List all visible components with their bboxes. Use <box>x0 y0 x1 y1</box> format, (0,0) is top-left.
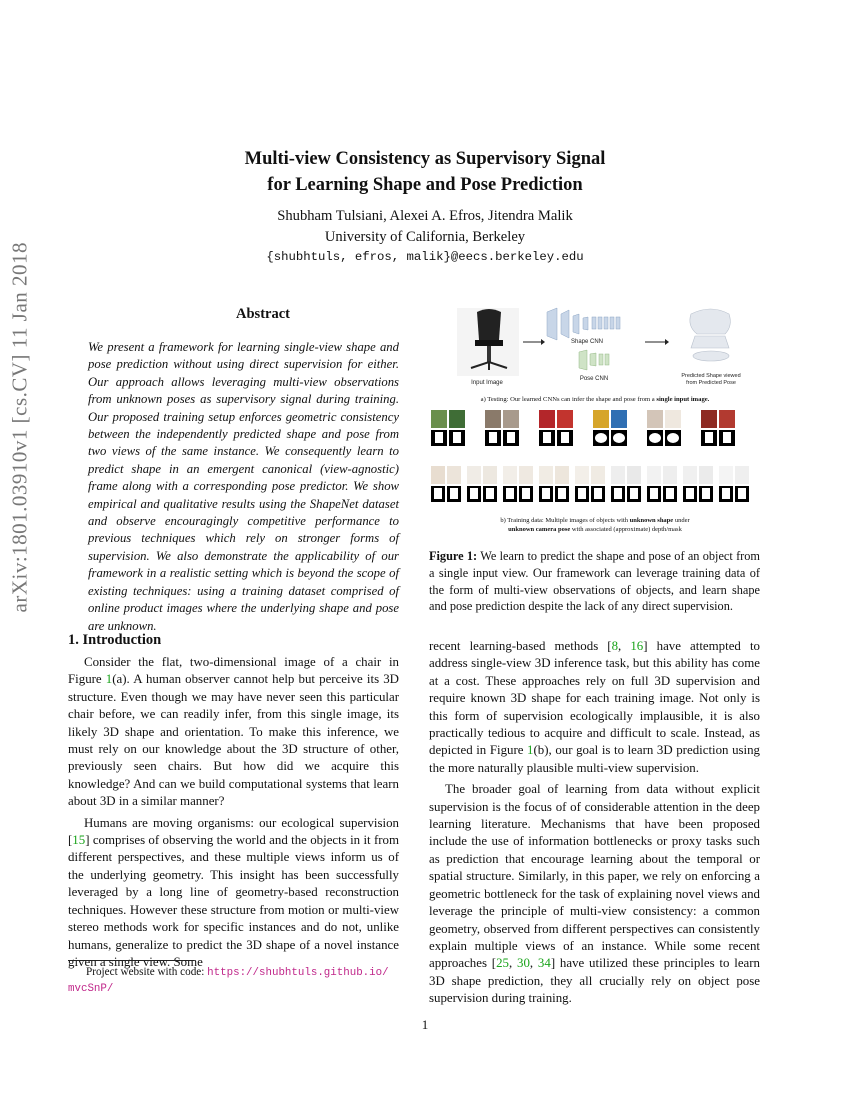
citation-link[interactable]: 8 <box>611 639 619 653</box>
text-run: recent learning-based methods [ <box>429 639 612 653</box>
footnote-label: Project website with code: <box>86 966 208 978</box>
text-run: with associated (approximate) depth/mask <box>570 526 682 533</box>
left-column-text <box>68 654 399 971</box>
training-images-row-1 <box>431 410 735 446</box>
intro-paragraph-3 <box>429 781 760 1007</box>
text-run: , <box>529 956 538 971</box>
introduction-heading: 1. Introduction <box>68 632 162 648</box>
pose-cnn-diagram <box>579 350 609 370</box>
citation-link[interactable]: 15 <box>72 833 86 848</box>
caption-label: Figure 1: <box>429 549 478 563</box>
text-run: (a). A human observer cannot help but perceive its 3D structure. Even though we may have never seen this particular chair before, we can readily infer, from this single image, its likely 3D shape and orientation. To make this inference, we must rely on our knowledge about the 3D structure of other, previously seen chairs. But how did we acquire this knowledge? And can we build computational systems that learn about 3D in a similar manner? <box>68 672 399 809</box>
text-run: b) Training data: Multiple images of objects with <box>500 517 630 524</box>
predicted-shape-label-1: Predicted Shape viewed <box>681 373 741 379</box>
title-line-1: Multi-view Consistency as Supervisory Signal <box>244 149 606 169</box>
training-images-row-2 <box>431 466 749 502</box>
text-run: a) Testing: Our learned CNNs can infer the shape and pose from a <box>480 396 657 403</box>
page-number: 1 <box>421 1017 429 1032</box>
author-block <box>0 206 850 248</box>
affiliation: University of California, Berkeley <box>324 229 526 245</box>
text-run: ] have utilized these principles to learn 3D shape prediction, they all crucially rely on object pose supervision during training. <box>429 956 761 1006</box>
authors: Shubham Tulsiani, Alexei A. Efros, Jitendra Malik <box>277 208 573 224</box>
citation-link[interactable]: 30 <box>517 956 530 971</box>
text-run: , <box>508 956 517 971</box>
text-run: , <box>618 639 631 653</box>
figure-1-caption <box>429 548 760 615</box>
right-column-text <box>429 638 760 1008</box>
footnote-rule <box>68 960 194 961</box>
subcaption-a <box>481 396 710 403</box>
title-line-2: for Learning Shape and Pose Prediction <box>267 175 583 195</box>
project-url-link[interactable]: https://shubhtuls.github.io/ <box>207 967 389 979</box>
citation-link[interactable]: 25 <box>496 956 509 971</box>
footnote <box>68 965 399 996</box>
intro-paragraph-1 <box>68 654 399 811</box>
arrow-icon <box>645 339 669 345</box>
input-chair-image <box>457 308 519 376</box>
caption-text: We learn to predict the shape and pose of an object from a single input view. Our framework can leverage training data of the form of multi-view observations of objects, and learn shape and pose prediction despite the lack of any direct supervision. <box>429 549 760 614</box>
text-run: The broader goal of learning from data without explicit supervision is the focus of of considerable attention in the deep learning literature. Mechanisms that have been proposed include the use of information bottlenecks or proxy tasks such as prediction that encourage learning about the temporal or spatial structure. Similarly, in this paper, we rely on enforcing a geometric bottleneck for the task of explaining novel views and leverage the principle of multi-view consistency: a common geometry, observed from different perspectives can consistently explain multiple views of an instance. While some recent approaches [ <box>429 782 760 971</box>
text-run: under <box>673 517 690 524</box>
pose-cnn-label: Pose CNN <box>579 376 609 382</box>
text-run: unknown camera pose <box>508 526 571 533</box>
abstract-body <box>88 339 399 635</box>
intro-paragraph-2 <box>68 815 399 972</box>
arrow-icon <box>523 339 545 345</box>
text-run: (b), our goal is to learn 3D prediction using the more naturally plausible multi-view supervision. <box>429 743 760 775</box>
abstract-heading: Abstract <box>236 306 290 322</box>
input-image-label: Input Image <box>471 380 503 386</box>
author-emails: {shubhtuls, efros, malik}@eecs.berkeley.edu <box>266 250 584 264</box>
predicted-shape-label-2: from Predicted Pose <box>686 380 736 386</box>
predicted-shape-image <box>690 309 730 361</box>
arxiv-identifier: arXiv:1801.03910v1 [cs.CV] 11 Jan 2018 <box>7 241 32 613</box>
subcaption-b-line-1 <box>500 517 690 524</box>
shape-cnn-label: Shape CNN <box>570 339 604 345</box>
figure-ref-link[interactable]: 1 <box>527 743 534 758</box>
text-run: ] have attempted to address single-view 3D inference task, but this ability has come at a cost. These approaches rely on full 3D supervision and require known 3D shape for each training image. Not only is this form of supervision ecologically implausible, it is also practically tedious to acquire and difficult to scale. Instead, as depicted in Figure <box>429 639 760 758</box>
text-run: ] comprises of observing the world and the objects in it from different perspectives, and these multiple views inform us of the underlying geometry. This insight has been successfully leveraged by a long line of geometry-based reconstruction techniques. However these structure from motion or multi-view stereo methods work for specific instances and do not, unlike humans, generalize to predict the 3D shape of a novel instance given a single view. Some <box>68 833 399 969</box>
text-run: unknown shape <box>629 517 674 524</box>
figure-1 <box>429 300 761 536</box>
text-run: Consider the flat, two-dimensional image of a chair in Figure <box>68 655 399 687</box>
citation-link[interactable]: 34 <box>537 956 551 971</box>
figure-ref-link[interactable]: 1 <box>105 672 113 687</box>
intro-paragraph-2-cont <box>429 638 760 777</box>
shape-cnn-diagram <box>547 308 620 340</box>
paper-title <box>0 146 850 198</box>
text-run: Humans are moving organisms: our ecological supervision [ <box>68 815 399 848</box>
text-run: single input image. <box>656 396 710 403</box>
project-url-link-cont[interactable]: mvcSnP/ <box>68 982 114 995</box>
subcaption-b-line-2 <box>508 526 682 533</box>
abstract-text: We present a framework for learning single-view shape and pose prediction without using direct supervision for either. Our approach allows leveraging multi-view observations from unknown poses as supervisory signal during training. Our proposed training setup enforces geometric consistency between the independently predicted shape and pose from two views of the same instance. We consequently learn to predict shape in an emergent canonical (view-agnostic) frame along with a corresponding pose predictor. We show empirical and qualitative results using the ShapeNet dataset and observe encouragingly competitive performance to previous techniques which rely on stronger forms of supervision. We also demonstrate the applicability of our framework in a realistic setting which is beyond the scope of existing techniques: using a training dataset comprised of online product images where the underlying shape and pose are unknown. <box>88 340 399 633</box>
citation-link[interactable]: 16 <box>630 639 644 653</box>
